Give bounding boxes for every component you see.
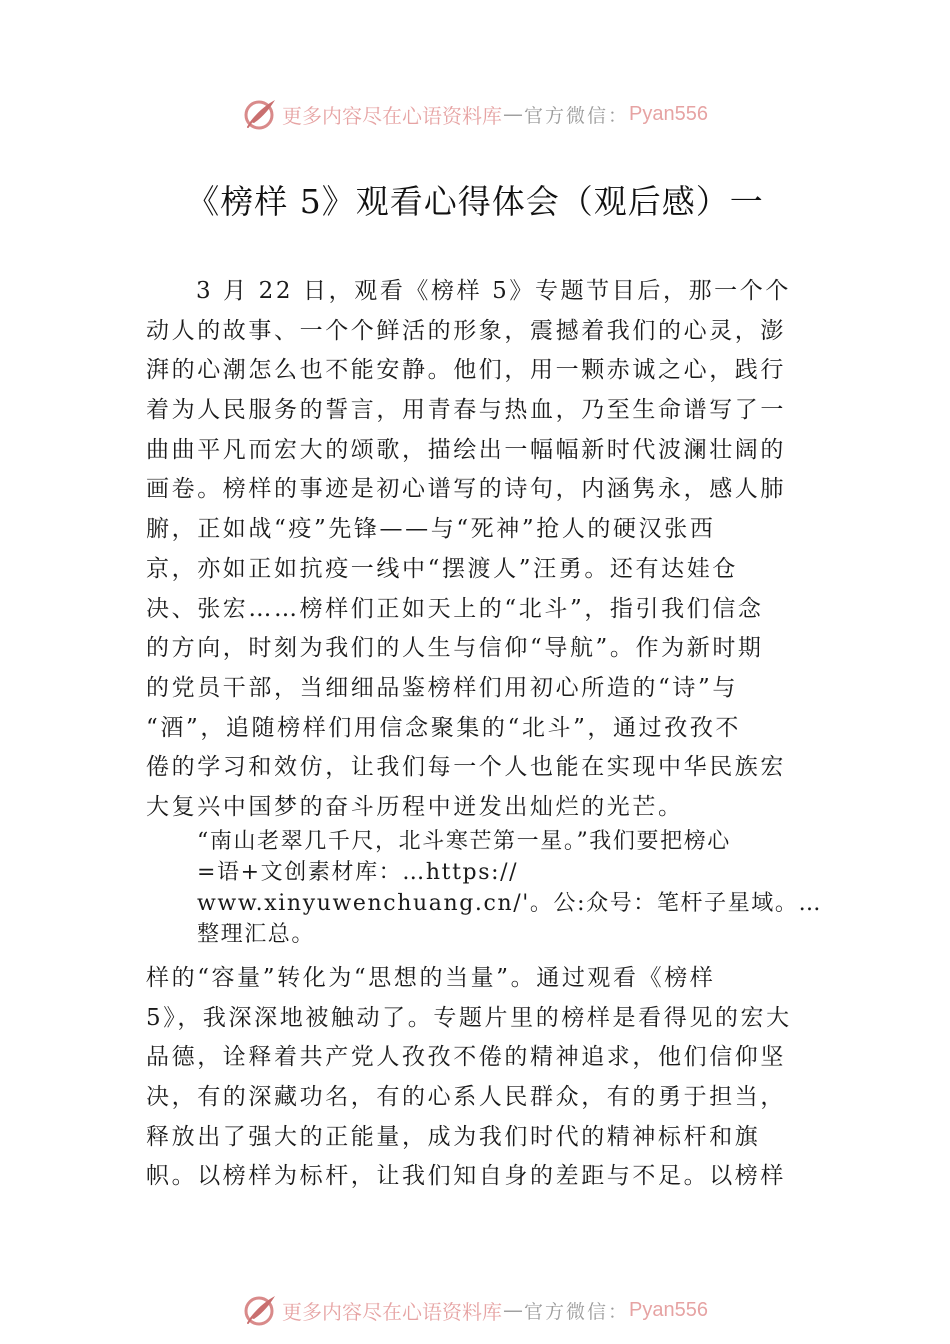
banner-wechat-label: 官方微信： <box>524 1300 630 1323</box>
banner-wechat-id: Pyan556 <box>629 102 708 125</box>
footer-watermark-banner <box>0 1290 950 1330</box>
quote-line: www.xinyuwenchuang.cn/'。公:众号：笔杆子星域。… <box>197 891 823 916</box>
paragraph-line: 决、张宏……榜样们正如天上的“北斗”，指引我们信念 <box>146 595 764 622</box>
banner-separator: — <box>503 1298 523 1322</box>
paragraph-line: 决，有的深藏功名，有的心系人民群众，有的勇于担当， <box>146 1084 786 1111</box>
document-title: 《榜样 5》观看心得体会（观后感）一 <box>186 182 764 221</box>
paragraph-line: 着为人民服务的誓言，用青春与热血，乃至生命谱写了一 <box>146 397 786 424</box>
quote-block <box>197 826 827 950</box>
quote-line: “南山老翠几千尺，北斗寒芒第一星。”我们要把榜心 <box>197 829 731 854</box>
banner-wechat-label: 官方微信： <box>524 104 630 127</box>
paragraph-line: 5》，我深深地被触动了。专题片里的榜样是看得见的宏大 <box>146 1004 792 1031</box>
paragraph-line: 湃的心潮怎么也不能安静。他们，用一颗赤诚之心，践行 <box>146 357 786 384</box>
paragraph-line: 品德，诠释着共产党人孜孜不倦的精神追求，他们信仰坚 <box>146 1044 786 1071</box>
paragraph-line: 京，亦如正如抗疫一线中“摆渡人”汪勇。还有达娃仓 <box>146 555 738 582</box>
quill-logo-icon <box>242 1292 278 1328</box>
paragraph-line: 大复兴中国梦的奋斗历程中迸发出灿烂的光芒。 <box>146 793 684 820</box>
paragraph-2 <box>146 959 826 1197</box>
paragraph-1 <box>146 272 826 828</box>
header-watermark-banner <box>0 94 950 134</box>
paragraph-line: 帜。以榜样为标杆，让我们知自身的差距与不足。以榜样 <box>146 1163 786 1190</box>
paragraph-line: 曲曲平凡而宏大的颂歌，描绘出一幅幅新时代波澜壮阔的 <box>146 436 786 463</box>
paragraph-line: 3 月 22 日，观看《榜样 5》专题节目后，那一个个 <box>196 278 791 304</box>
banner-brand-text: 更多内容尽在心语资料库 <box>282 1299 502 1324</box>
quill-logo-icon <box>242 96 278 132</box>
paragraph-line: 样的“容量”转化为“思想的当量”。通过观看《榜样 <box>146 965 716 991</box>
banner-separator: — <box>503 102 523 126</box>
banner-brand-text: 更多内容尽在心语资料库 <box>282 103 502 128</box>
paragraph-line: 动人的故事、一个个鲜活的形象，震撼着我们的心灵，澎 <box>146 317 786 344</box>
banner-wechat-id: Pyan556 <box>629 1298 708 1321</box>
paragraph-line: 释放出了强大的正能量，成为我们时代的精神标杆和旗 <box>146 1123 761 1150</box>
paragraph-line: 的党员干部，当细细品鉴榜样们用初心所造的“诗”与 <box>146 674 738 701</box>
paragraph-line: 的方向，时刻为我们的人生与信仰“导航”。作为新时期 <box>146 635 764 662</box>
quote-line: =语+文创素材库：…https:// <box>197 860 519 885</box>
paragraph-line: 腑，正如战“疫”先锋——与“死神”抢人的硬汉张西 <box>146 516 716 543</box>
quote-line: 整理汇总。 <box>197 922 316 947</box>
paragraph-line: “酒”，追随榜样们用信念聚集的“北斗”，通过孜孜不 <box>146 714 742 741</box>
paragraph-line: 画卷。榜样的事迹是初心谱写的诗句，内涵隽永，感人肺 <box>146 476 786 503</box>
paragraph-line: 倦的学习和效仿，让我们每一个人也能在实现中华民族宏 <box>146 754 786 781</box>
